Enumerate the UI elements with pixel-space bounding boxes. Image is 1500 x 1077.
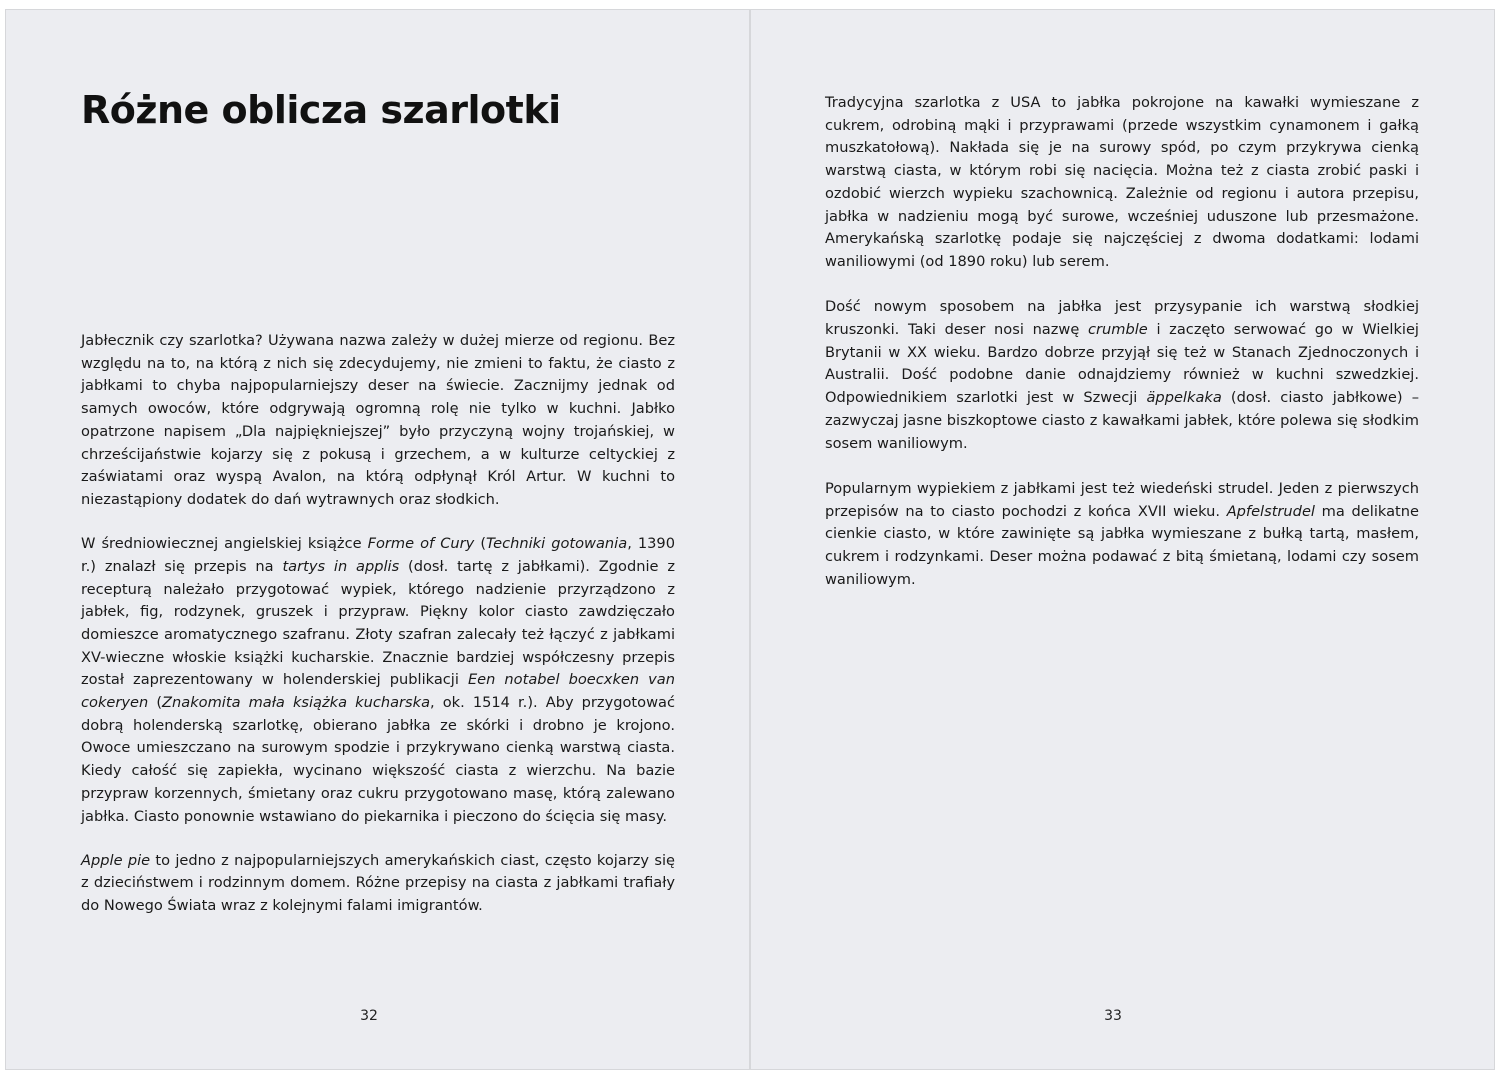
italic-text: Apfelstrudel — [1226, 502, 1315, 520]
text-run: , ok. 1514 r.). Aby przygotować dobrą holenderską szarlotkę, obierano jabłka ze skórki i drobno je krojono. Owoce umieszczano na surowym spodzie i przykrywano cienką warstwą ciasta. Kiedy całość się zapiekła, wycinano większość ciasta z wierzchu. Na bazie przypraw korzennych, śmietany oraz cukru przygotowano masę, którą zalewano jabłka. Ciasto ponownie wstawiano do piekarnika i pieczono do ścięcia się masy. — [81, 694, 675, 825]
text-run: , 1390 r.) znalazł się przepis na — [81, 535, 675, 575]
text-run: ( — [148, 694, 163, 712]
paragraph — [81, 533, 675, 828]
text-run: Dość nowym sposobem na jabłka jest przysypanie ich warstwą słodkiej kruszonki. Taki deser nosi nazwę — [825, 298, 1419, 339]
italic-text: Forme of Cury — [367, 535, 475, 553]
text-run: i zaczęto serwować go w Wielkiej Brytanii w XX wieku. Bardzo dobrze przyjął się też w Stanach Zjednoczonych i Australii. Dość podobne danie odnajdziemy również w kuchni szwedzkiej. Odpowiednikiem szarlotki jest w Szwecji — [825, 321, 1419, 407]
paragraph — [81, 850, 675, 918]
italic-text: äppelkaka — [1146, 389, 1222, 407]
text-run: W średniowiecznej angielskiej książce — [81, 535, 368, 553]
text-run: to jedno z najpopularniejszych amerykańskich ciast, często kojarzy się z dzieciństwem i rodzinnym domem. Różne przepisy na ciasta z jabłkami trafiały do Nowego Świata wraz z kolejnymi falami imigrantów. — [81, 851, 675, 915]
paragraph — [81, 330, 675, 512]
italic-text: Een notabel boecxken van cokeryen — [81, 671, 675, 712]
page-number: 33 — [1104, 1008, 1122, 1024]
italic-text: crumble — [1088, 321, 1148, 339]
left-page — [5, 9, 750, 1070]
paragraph — [825, 478, 1419, 592]
paragraph — [825, 92, 1419, 274]
right-page — [750, 9, 1495, 1070]
text-run: Jabłecznik czy szarlotka? Używana nazwa zależy w dużej mierze od regionu. Bez względu na to, na którą z nich się zdecydujemy, nie zmieni to faktu, że ciasto z jabłkami to chyba najpopularniejszy deser na świecie. Zacznijmy jednak od samych owoców, które odgrywają ogromną rolę nie tylko w kuchni. Jabłko opatrzone napisem „Dla najpiękniejszej” było przyczyną wojny trojańskiej, w chrześcijaństwie kojarzy się z pokusą i grzechem, a w kulturze celtyckiej z zaświatami oraz wyspą Avalon, na którą odpłynął Król Artur. W kuchni to niezastąpiony dodatek do dań wytrawnych oraz słodkich. — [81, 332, 675, 508]
italic-text: Znakomita mała książka kucharska — [162, 694, 431, 712]
chapter-title: Różne oblicza szarlotki — [81, 88, 561, 132]
italic-text: Techniki gotowania — [486, 535, 628, 553]
italic-text: Apple pie — [81, 851, 151, 869]
text-run: (dosł. ciasto jabłkowe) – zazwyczaj jasne biszkoptowe ciasto z kawałkami jabłek, które polewa się słodkim sosem waniliowym. — [825, 389, 1419, 452]
text-run: Tradycyjna szarlotka z USA to jabłka pokrojone na kawałki wymieszane z cukrem, odrobiną mąki i przyprawami (przede wszystkim cynamonem i gałką muszkatołową). Nakłada się je na surowy spód, po czym przykrywa cienką warstwą ciasta, w którym robi się nacięcia. Można też z ciasta zrobić paski i ozdobić wierzch wypieku szachownicą. Zależnie od regionu i autora przepisu, jabłka w nadzieniu mogą być surowe, wcześniej uduszone lub przesmażone. Amerykańską szarlotkę podaje się najczęściej z dwoma dodatkami: lodami waniliowymi (od 1890 roku) lub serem. — [825, 94, 1419, 270]
text-run: Popularnym wypiekiem z jabłkami jest też wiedeński strudel. Jeden z pierwszych przepisów na to ciasto pochodzi z końca XVII wieku. — [825, 479, 1419, 520]
italic-text: tartys in applis — [282, 557, 400, 575]
text-run: ma delikatne cienkie ciasto, w które zawinięte są jabłka wymieszane z bułką tartą, masłem, cukrem i rodzynkami. Deser można podawać z bitą śmietaną, lodami czy sosem waniliowym. — [825, 502, 1419, 588]
right-page-body — [825, 92, 1419, 614]
page-number: 32 — [360, 1008, 378, 1024]
text-run: (dosł. tartę z jabłkami). Zgodnie z recepturą należało przygotować wypiek, którego nadzienie przyrządzono z jabłek, fig, rodzynek, gruszek i przypraw. Piękny kolor ciasto zawdzięczało domieszce aromatycznego szafranu. Złoty szafran zalecały też łączyć z jabłkami XV-wieczne włoskie książki kucharskie. Znacznie bardziej współczesny przepis został zaprezentowany w holenderskiej publikacji — [81, 557, 675, 689]
text-run: ( — [474, 535, 487, 553]
left-page-body — [81, 330, 675, 939]
paragraph — [825, 296, 1419, 455]
